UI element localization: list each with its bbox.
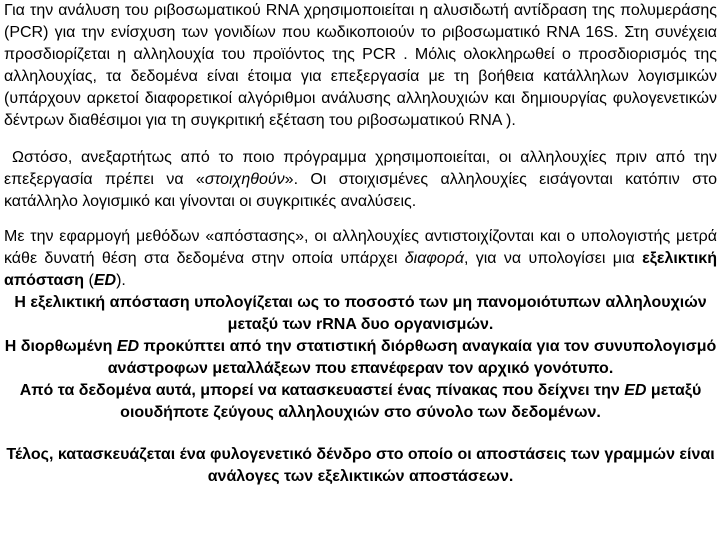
paragraph-sequence-alignment <box>4 147 717 213</box>
paragraph-distance-methods <box>4 226 717 292</box>
centered-evolutionary-distance: Η εξελικτική απόσταση υπολογίζεται ως το ποσοστό των μη πανομοιότυπων αλληλουχιών μεταξύ των rRNA δυο οργανισμών. <box>14 294 707 333</box>
corrected-text-start: Η διορθωμένη <box>4 338 117 355</box>
centered-corrected-ed <box>4 336 717 380</box>
distance-paren-open: ( <box>84 272 94 289</box>
matrix-ed-abbrev: ED <box>624 382 647 399</box>
matrix-text-start: Από τα δεδομένα αυτά, μπορεί να κατασκευαστεί ένας πίνακας που δείχνει την <box>19 382 625 399</box>
distance-text-middle: , για να υπολογίσει μια <box>463 250 643 267</box>
distance-ed-abbrev: ED <box>93 272 117 289</box>
distance-italic-difference: διαφορά <box>404 250 464 267</box>
distance-bold-term: εξελικτική απόσταση <box>4 250 717 289</box>
alignment-italic-term: στοιχηθούν <box>204 171 285 188</box>
matrix-text-end: μεταξύ οιουδήποτε ζεύγους αλληλουχιών στο σύνολο των δεδομένων. <box>120 382 702 421</box>
centered-ed-matrix <box>4 380 717 424</box>
alignment-text-start: Ωστόσο, ανεξαρτήτως από το ποιο πρόγραμμα χρησιμοποιείται, οι αλληλουχίες πριν από την επεξεργασία πρέπει να « <box>4 149 717 188</box>
paragraph-pcr-analysis: Για την ανάλυση του ριβοσωματικού RNA χρησιμοποιείται η αλυσιδωτή αντίδραση της πολυμεράσης (PCR) για την ενίσχυση των γονιδίων που κωδικοποιούν το ριβοσωματικό RNA 16S. Στη συνέχεια προσδιορίζεται η αλληλουχία του προϊόντος της PCR . Μόλις ολοκληρωθεί ο προσδιορισμός της αλληλουχίας, τα δεδομένα είναι έτοιμα για επεξεργασία με τη βοήθεια κατάλληλων λογισμικών (υπάρχουν αρκετοί διαφορετικοί αλγόριθμοι ανάλυσης αλληλουχιών και δημιουργίας φυλογενετικών δέντρων διαθέσιμοι για τη συγκριτική εξέταση του ριβοσωματικού RNA ). <box>4 2 718 129</box>
alignment-text-end: ». Οι στοιχισμένες αλληλουχίες εισάγονται κατόπιν στο κατάλληλο λογισμικό και γίνονται οι συγκριτικές αναλύσεις. <box>4 171 717 210</box>
corrected-text-end: προκύπτει από την στατιστική διόρθωση αναγκαία για τον συνυπολογισμό ανάστροφων μεταλλάξεων που επανέφεραν τον αρχικό γονότυπο. <box>107 338 717 377</box>
distance-paren-close: ). <box>116 272 126 289</box>
centered-phylogenetic-tree: Τέλος, κατασκευάζεται ένα φυλογενετικό δένδρο στο οποίο οι αποστάσεις των γραμμών είναι ανάλογες των εξελικτικών αποστάσεων. <box>6 446 715 485</box>
distance-text-start: Με την εφαρμογή μεθόδων «απόστασης», οι αλληλουχίες αντιστοιχίζονται και ο υπολογιστής μετρά κάθε δυνατή θέση στα δεδομένα στην οποία υπάρχει <box>4 228 717 267</box>
corrected-ed-abbrev: ED <box>116 338 140 355</box>
